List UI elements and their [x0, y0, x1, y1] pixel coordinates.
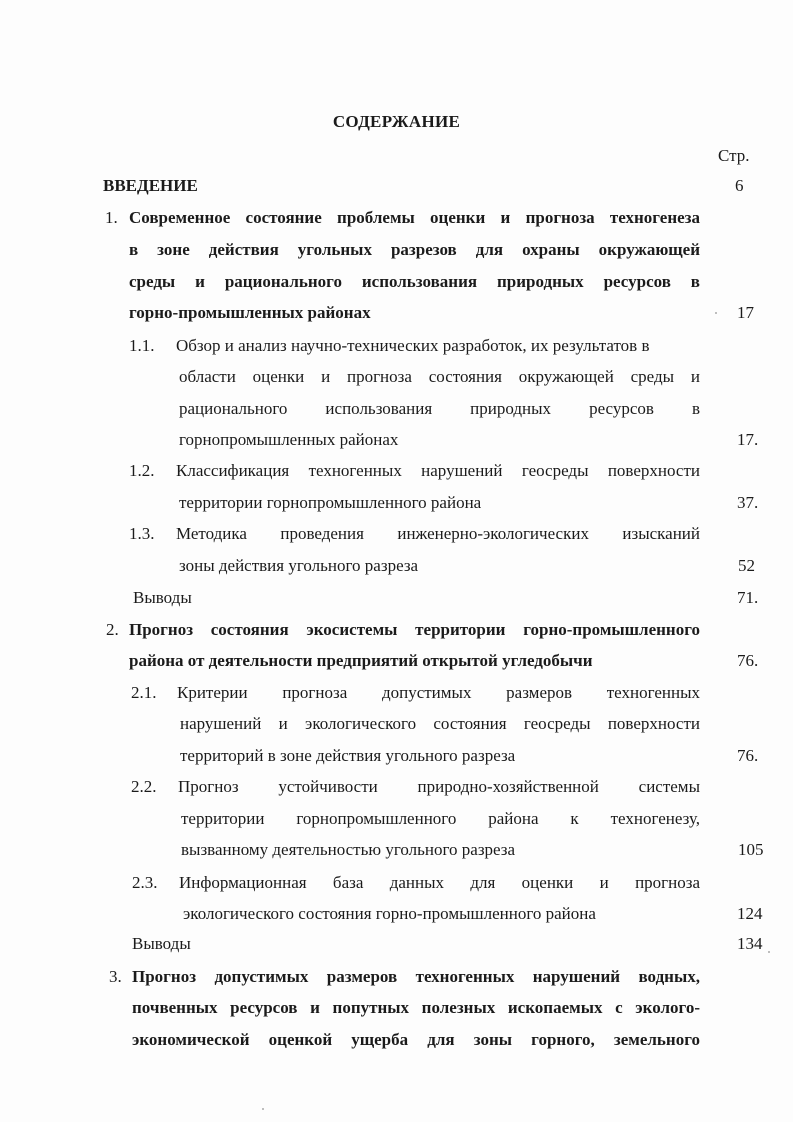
- toc-s2-2-page: 105: [738, 840, 764, 859]
- toc-ch3-line[interactable]: Прогноз допустимых размеров техногенных нарушений водных,: [132, 967, 700, 986]
- toc-s2-1-line[interactable]: территорий в зоне действия угольного разреза: [180, 746, 516, 765]
- toc-s2-2-line[interactable]: Прогноз устойчивости природно-хозяйственной системы: [178, 777, 700, 796]
- toc-s2-3-number: 2.3.: [132, 873, 158, 892]
- toc-s2-2-line[interactable]: вызванному деятельностью угольного разреза: [181, 840, 516, 859]
- toc-ch1-line[interactable]: среды и рационального использования природных ресурсов в: [129, 272, 700, 291]
- toc-ch3-number: 3.: [109, 967, 122, 986]
- toc-s1-2-line[interactable]: Классификация техногенных нарушений геосреды поверхности: [176, 461, 700, 480]
- page-column-label: Стр.: [718, 146, 750, 165]
- toc-conclusions-1[interactable]: Выводы: [133, 588, 192, 607]
- toc-s2-3-line[interactable]: экологического состояния горно-промышленного района: [183, 904, 596, 923]
- toc-s2-3-line[interactable]: Информационная база данных для оценки и прогноза: [179, 873, 700, 892]
- toc-ch2-line[interactable]: района от деятельности предприятий открытой угледобычи: [129, 651, 593, 670]
- toc-s2-3-page: 124: [737, 904, 763, 923]
- toc-s1-1-number: 1.1.: [129, 336, 155, 355]
- toc-ch1-number: 1.: [105, 208, 118, 227]
- toc-ch1-line[interactable]: Современное состояние проблемы оценки и прогноза техногенеза: [129, 208, 700, 227]
- toc-ch1-line[interactable]: горно-промышленных районах: [129, 303, 371, 322]
- toc-s1-3-page: 52: [738, 556, 755, 575]
- toc-intro-page: 6: [735, 176, 744, 195]
- scan-speck: [262, 1108, 264, 1110]
- scan-speck: [715, 312, 717, 314]
- toc-ch2-page: 76.: [737, 651, 759, 670]
- toc-s1-1-line[interactable]: рационального использования природных ресурсов в: [179, 399, 700, 418]
- toc-s1-1-line[interactable]: горнопромышленных районах: [179, 430, 399, 449]
- toc-ch1-page: 17: [737, 303, 754, 322]
- toc-ch2-line[interactable]: Прогноз состояния экосистемы территории горно-промышленного: [129, 620, 700, 639]
- toc-s1-1-line[interactable]: Обзор и анализ научно-технических разработок, их результатов в: [176, 336, 650, 355]
- toc-s1-3-number: 1.3.: [129, 524, 155, 543]
- toc-conclusions-1-page: 71.: [737, 588, 759, 607]
- toc-s2-1-line[interactable]: Критерии прогноза допустимых размеров техногенных: [177, 683, 700, 702]
- scan-speck: [768, 951, 770, 953]
- toc-s1-3-line[interactable]: зоны действия угольного разреза: [179, 556, 419, 575]
- toc-s1-1-line[interactable]: области оценки и прогноза состояния окружающей среды и: [179, 367, 700, 386]
- document-title: СОДЕРЖАНИЕ: [332, 112, 461, 131]
- toc-s2-2-number: 2.2.: [131, 777, 157, 796]
- toc-s2-1-page: 76.: [737, 746, 759, 765]
- toc-s1-3-line[interactable]: Методика проведения инженерно-экологических изысканий: [176, 524, 700, 543]
- toc-s2-1-number: 2.1.: [131, 683, 157, 702]
- toc-conclusions-2[interactable]: Выводы: [132, 934, 191, 953]
- toc-s1-2-line[interactable]: территории горнопромышленного района: [179, 493, 482, 512]
- toc-ch1-line[interactable]: в зоне действия угольных разрезов для охраны окружающей: [129, 240, 700, 259]
- toc-intro-title[interactable]: ВВЕДЕНИЕ: [103, 176, 198, 195]
- toc-ch3-line[interactable]: почвенных ресурсов и попутных полезных ископаемых с эколого-: [132, 998, 700, 1017]
- toc-s1-2-page: 37.: [737, 493, 759, 512]
- toc-s2-2-line[interactable]: территории горнопромышленного района к техногенезу,: [181, 809, 700, 828]
- toc-s1-2-number: 1.2.: [129, 461, 155, 480]
- toc-s2-1-line[interactable]: нарушений и экологического состояния геосреды поверхности: [180, 714, 700, 733]
- toc-ch3-line[interactable]: экономической оценкой ущерба для зоны горного, земельного: [132, 1030, 700, 1049]
- toc-s1-1-page: 17.: [737, 430, 759, 449]
- toc-ch2-number: 2.: [106, 620, 119, 639]
- toc-conclusions-2-page: 134: [737, 934, 763, 953]
